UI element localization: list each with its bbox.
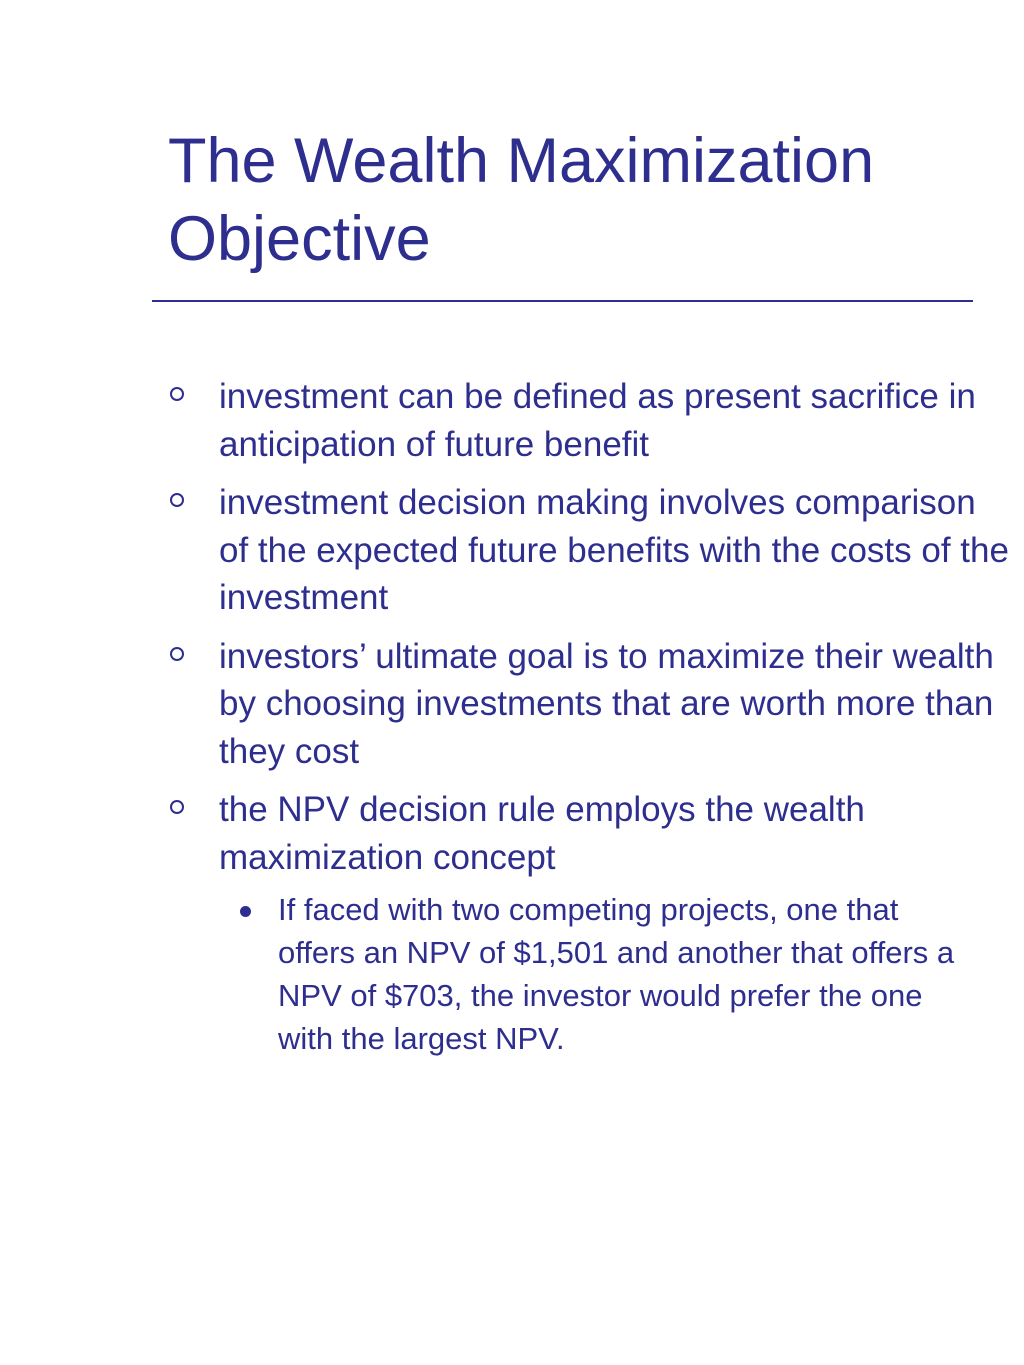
bullet-text: the NPV decision rule employs the wealth maximization concept bbox=[219, 790, 865, 877]
sub-bullet-list bbox=[0, 888, 1024, 1060]
list-item bbox=[0, 633, 1024, 776]
bullet-list bbox=[0, 373, 1024, 1071]
list-item bbox=[0, 479, 1024, 622]
slide-title: The Wealth Maximization Objective bbox=[168, 126, 875, 274]
bullet-text: investment can be defined as present sacrifice in anticipation of future benefit bbox=[219, 377, 976, 464]
sub-bullet-text: If faced with two competing projects, one that offers an NPV of $1,501 and another that offers a NPV of $703, the investor would prefer the one with the largest NPV. bbox=[278, 892, 955, 1056]
title-divider bbox=[152, 300, 973, 302]
hollow-circle-bullet-icon bbox=[170, 493, 184, 507]
hollow-circle-bullet-icon bbox=[170, 800, 184, 814]
list-item bbox=[0, 786, 1024, 1060]
sub-list-item bbox=[0, 888, 1024, 1060]
hollow-circle-bullet-icon bbox=[170, 647, 184, 661]
bullet-text: investors’ ultimate goal is to maximize their wealth by choosing investments that are worth more than they cost bbox=[219, 636, 994, 771]
filled-circle-bullet-icon bbox=[240, 906, 251, 917]
hollow-circle-bullet-icon bbox=[170, 387, 184, 401]
list-item bbox=[0, 373, 1024, 468]
bullet-text: investment decision making involves comparison of the expected future benefits with the costs of the investment bbox=[219, 483, 1009, 617]
